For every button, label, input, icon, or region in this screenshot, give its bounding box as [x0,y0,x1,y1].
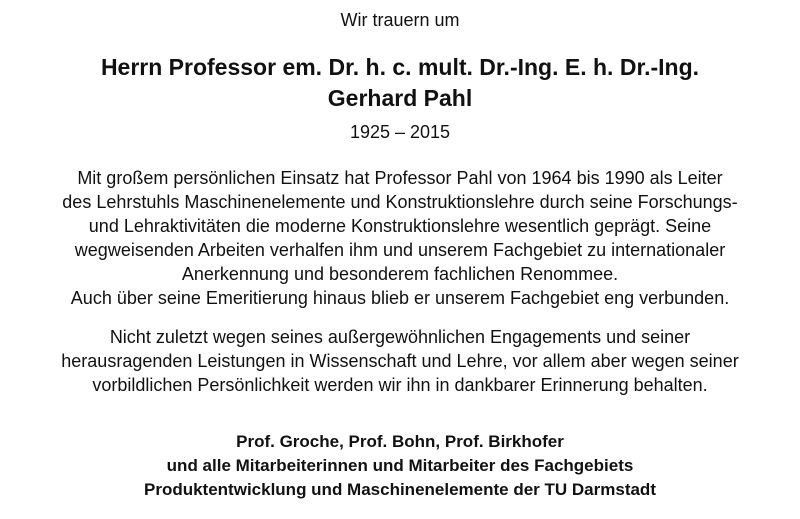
paragraph-line: und Lehraktivitäten die moderne Konstruktionslehre wesentlich geprägt. Seine [88,216,712,236]
signature-block [0,430,800,502]
paragraph-line: wegweisenden Arbeiten verhalfen ihm und unserem Fachgebiet zu internationaler [74,240,726,260]
paragraph-line: Anerkennung und besonderem fachlichen Renommee. [181,264,619,284]
paragraph-line: Nicht zuletzt wegen seines außergewöhnlichen Engagements und seiner [109,327,691,347]
paragraph-line: vorbildlichen Persönlichkeit werden wir ihn in dankbarer Erinnerung behalten. [92,375,708,395]
tribute-paragraph-1 [0,166,800,310]
paragraph-line: des Lehrstuhls Maschinenelemente und Konstruktionslehre durch seine Forschungs- [62,192,738,212]
paragraph-line: herausragenden Leistungen in Wissenschaft und Lehre, vor allem aber wegen seiner [61,351,739,371]
deceased-name: Gerhard Pahl [327,85,473,111]
signature-line: und alle Mitarbeiterinnen und Mitarbeiter des Fachgebiets [166,456,634,475]
signature-line: Produktentwicklung und Maschinenelemente der TU Darmstadt [144,480,656,499]
signature-line: Prof. Groche, Prof. Bohn, Prof. Birkhofer [236,432,564,451]
intro-text: Wir trauern um [340,10,460,30]
life-dates: 1925 – 2015 [349,122,451,142]
paragraph-line: Auch über seine Emeritierung hinaus blieb er unserem Fachgebiet eng verbunden. [70,288,730,308]
paragraph-line: Mit großem persönlichen Einsatz hat Professor Pahl von 1964 bis 1990 als Leiter [77,168,723,188]
deceased-title: Herrn Professor em. Dr. h. c. mult. Dr.-Ing. E. h. Dr.-Ing. [100,54,700,80]
tribute-paragraph-2 [0,325,800,397]
